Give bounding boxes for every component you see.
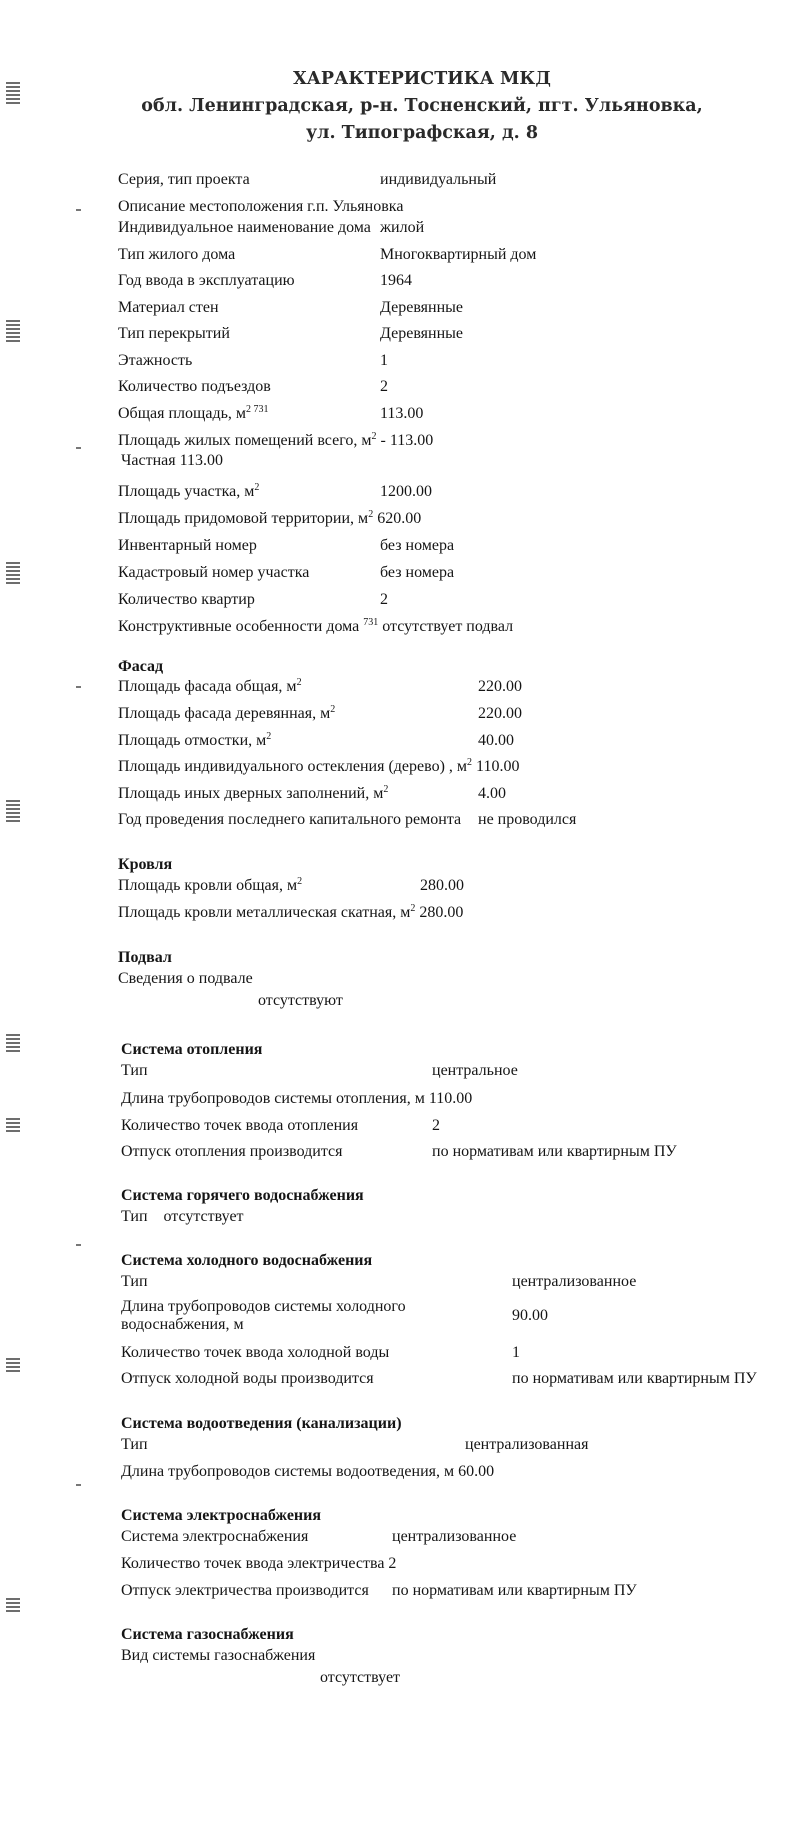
- heating-inputs-label: Количество точек ввода отопления: [121, 1117, 359, 1134]
- house-type-label: Тип жилого дома: [118, 246, 236, 263]
- floors-type-value: Деревянные: [380, 325, 463, 342]
- cadastral-value: без номера: [380, 564, 455, 581]
- plot-area-label: Площадь участка, $м^2$: [118, 482, 260, 500]
- living-area-line: Площадь жилых помещений всего, $м^2 - 113.00$: [118, 431, 434, 449]
- cadastral-label: Кадастровый номер участка: [118, 564, 310, 581]
- heating-type-value: центральное: [432, 1062, 518, 1079]
- storeys-value: 1: [380, 352, 388, 369]
- scan-speck: [76, 209, 81, 211]
- scan-speck: [76, 447, 81, 449]
- cold-water-inputs-value: 1: [512, 1344, 520, 1361]
- gas-heading: Система газоснабжения: [121, 1626, 294, 1643]
- roof-total-value: 280.00: [420, 877, 464, 894]
- basement-info-label: Сведения о подвале: [118, 970, 253, 987]
- cold-water-pipes-label-1: Длина трубопроводов системы холодного: [121, 1298, 406, 1315]
- scan-mark: [6, 1034, 20, 1054]
- entrances-label: Количество подъездов: [118, 378, 271, 395]
- entrances-value: 2: [380, 378, 388, 395]
- facade-heading: Фасад: [118, 658, 164, 675]
- plot-area-value: 1200.00: [380, 483, 432, 500]
- apartments-label: Количество квартир: [118, 591, 255, 608]
- electricity-inputs-text: Количество точек ввода электричества 2: [121, 1555, 397, 1572]
- cold-water-supply-value: по нормативам или квартирным ПУ: [512, 1370, 757, 1387]
- floors-type-label: Тип перекрытий: [118, 325, 230, 342]
- hot-water-type-text: Тип отсутствует: [121, 1208, 244, 1225]
- yard-area-line: Площадь придомовой территории, $м^2$ 620.00: [118, 509, 422, 527]
- scan-mark: [6, 1118, 20, 1134]
- cold-water-type-value: централизованное: [512, 1273, 637, 1290]
- total-area-value: 113.00: [380, 405, 424, 422]
- electricity-heading: Система электроснабжения: [121, 1507, 322, 1524]
- total-area-label: Общая площадь, $м^{2 731}$: [118, 404, 269, 422]
- facade-wood-value: 220.00: [478, 705, 522, 722]
- address-line-1: обл. Ленинградская, р-н. Тосненский, пгт. Ульяновка,: [141, 96, 703, 116]
- electricity-system-value: централизованное: [392, 1528, 517, 1545]
- house-type-value: Многоквартирный дом: [380, 246, 537, 263]
- blind-area-value: 40.00: [478, 732, 514, 749]
- basement-info-value: отсутствуют: [258, 992, 343, 1009]
- doors-value: 4.00: [478, 785, 506, 802]
- location-text: Описание местоположения г.п. Ульяновка: [118, 198, 404, 215]
- sewerage-type-label: Тип: [121, 1436, 148, 1453]
- cold-water-supply-label: Отпуск холодной воды производится: [121, 1370, 374, 1387]
- heating-type-label: Тип: [121, 1062, 148, 1079]
- sewerage-pipes-line: Длина трубопроводов системы водоотведения, м 60.00: [121, 1463, 495, 1480]
- sewerage-heading: Система водоотведения (канализации): [121, 1415, 402, 1432]
- series-label: Серия, тип проекта: [118, 171, 250, 188]
- heating-inputs-value: 2: [432, 1117, 440, 1134]
- scan-mark: [6, 800, 20, 824]
- private-area-text: Частная 113.00: [121, 452, 224, 469]
- house-name-label: Индивидуальное наименование дома: [118, 219, 371, 236]
- year-label: Год ввода в эксплуатацию: [118, 272, 295, 289]
- scan-mark: [6, 1598, 20, 1614]
- electricity-supply-label: Отпуск электричества производится: [121, 1582, 369, 1599]
- scan-mark: [6, 320, 20, 344]
- scan-mark: [6, 1358, 20, 1374]
- heating-supply-value: по нормативам или квартирным ПУ: [432, 1143, 677, 1160]
- walls-value: Деревянные: [380, 299, 463, 316]
- basement-heading: Подвал: [118, 949, 172, 966]
- repair-value: не проводился: [478, 811, 577, 828]
- heating-heading: Система отопления: [121, 1041, 263, 1058]
- sewerage-type-value: централизованная: [465, 1436, 589, 1453]
- facade-total-label: Площадь фасада общая, $м^2$: [118, 677, 302, 695]
- roof-total-label: Площадь кровли общая, $м^2$: [118, 876, 303, 894]
- cold-water-type-label: Тип: [121, 1273, 148, 1290]
- series-value: индивидуальный: [380, 171, 497, 188]
- repair-label: Год проведения последнего капитального ремонта: [118, 811, 462, 828]
- cold-water-pipes-value: 90.00: [512, 1307, 548, 1324]
- cold-water-heading: Система холодного водоснабжения: [121, 1252, 373, 1269]
- inventory-label: Инвентарный номер: [118, 537, 257, 554]
- scan-speck: [76, 1244, 81, 1246]
- year-value: 1964: [380, 272, 412, 289]
- scan-speck: [76, 686, 81, 688]
- scan-mark: [6, 562, 20, 586]
- facade-wood-label: Площадь фасада деревянная, $м^2$: [118, 704, 336, 722]
- hot-water-heading: Система горячего водоснабжения: [121, 1187, 364, 1204]
- heating-pipes-line: Длина трубопроводов системы отопления, м 110.00: [121, 1090, 473, 1107]
- scan-speck: [76, 1484, 81, 1486]
- apartments-value: 2: [380, 591, 388, 608]
- cold-water-inputs-label: Количество точек ввода холодной воды: [121, 1344, 390, 1361]
- glazing-line: Площадь индивидуального остекления (дерево) , $м^2$ 110.00: [118, 757, 520, 775]
- inventory-value: без номера: [380, 537, 455, 554]
- electricity-supply-value: по нормативам или квартирным ПУ: [392, 1582, 637, 1599]
- house-name-value: жилой: [380, 219, 425, 236]
- document-title: ХАРАКТЕРИСТИКА МКД: [293, 69, 551, 89]
- roof-metal-line: Площадь кровли металлическая скатная, $м^2$ 280.00: [118, 903, 464, 921]
- roof-heading: Кровля: [118, 856, 173, 873]
- facade-total-value: 220.00: [478, 678, 522, 695]
- gas-type-value: отсутствует: [320, 1669, 401, 1686]
- electricity-system-label: Система электроснабжения: [121, 1528, 309, 1545]
- storeys-label: Этажность: [118, 352, 193, 369]
- features-line: Конструктивные особенности дома $^{731}$ отсутствует подвал: [118, 617, 514, 635]
- total-area-superscript: 2 731: [246, 404, 269, 415]
- address-line-2: ул. Типографская, д. 8: [305, 123, 539, 143]
- heating-supply-label: Отпуск отопления производится: [121, 1143, 343, 1160]
- cold-water-pipes-label-2: водоснабжения, м: [121, 1316, 244, 1333]
- blind-area-label: Площадь отмостки, $м^2$: [118, 731, 272, 749]
- gas-type-label: Вид системы газоснабжения: [121, 1647, 316, 1664]
- doors-label: Площадь иных дверных заполнений, $м^2$: [118, 784, 389, 802]
- walls-label: Материал стен: [118, 299, 219, 316]
